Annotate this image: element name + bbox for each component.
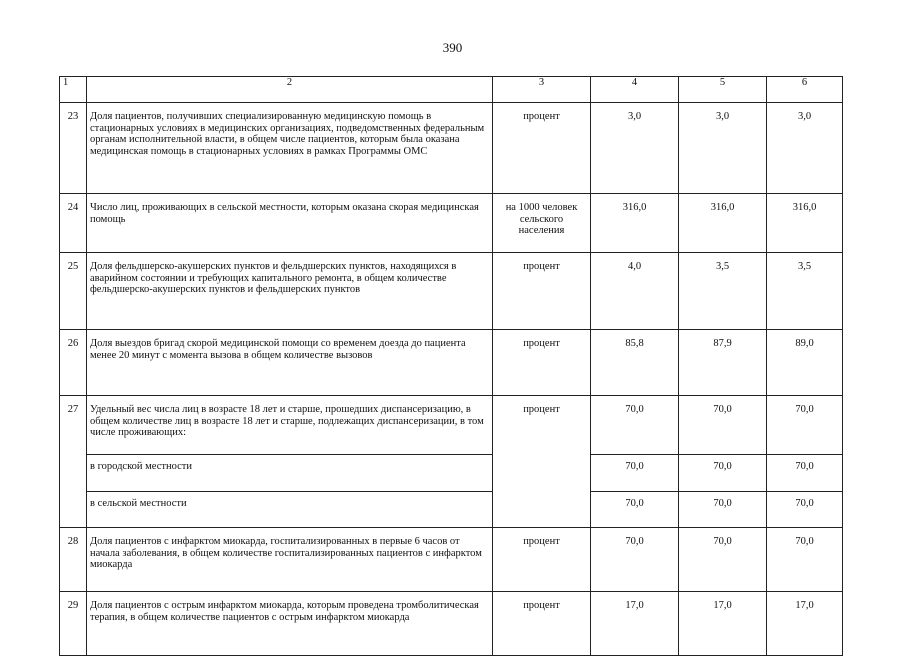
row-value-4: 70,0 [591, 396, 679, 455]
row-value-5: 70,0 [679, 492, 767, 528]
row-number: 24 [60, 194, 87, 253]
header-row [60, 77, 843, 103]
table-row [60, 194, 843, 253]
header-cell-6: 6 [767, 77, 843, 103]
row-value-6: 3,0 [767, 103, 843, 194]
row-description: Доля пациентов с инфарктом миокарда, госпитализированных в первые 6 часов от начала заболевания, в общем количестве госпитализированных пациентов с инфарктом миокарда [87, 528, 493, 592]
row-value-5: 17,0 [679, 592, 767, 656]
row-unit: на 1000 человек сельского населения [493, 194, 591, 253]
row-description: в сельской местности [87, 492, 493, 528]
row-description: Удельный вес числа лиц в возрасте 18 лет и старше, прошедших диспансеризацию, в общем количестве лиц в возрасте 18 лет и старше, подлежащих диспансеризации, в том числе проживающих: [87, 396, 493, 455]
row-number: 25 [60, 253, 87, 330]
row-description: Доля пациентов с острым инфарктом миокарда, которым проведена тромболитическая терапия, в общем количестве пациентов с острым инфарктом миокарда [87, 592, 493, 656]
row-value-5: 3,0 [679, 103, 767, 194]
row-unit: процент [493, 103, 591, 194]
table-row [60, 253, 843, 330]
row-unit: процент [493, 253, 591, 330]
row-value-4: 4,0 [591, 253, 679, 330]
row-unit: процент [493, 396, 591, 528]
row-value-6: 17,0 [767, 592, 843, 656]
row-description: Доля фельдшерско-акушерских пунктов и фельдшерских пунктов, находящихся в аварийном состоянии и требующих капитального ремонта, в общем количестве фельдшерско-акушерских пунктов и фельдшерских пунктов [87, 253, 493, 330]
page-number: 390 [442, 40, 463, 55]
header-cell-5: 5 [679, 77, 767, 103]
row-value-6: 70,0 [767, 492, 843, 528]
row-value-6: 89,0 [767, 330, 843, 396]
row-description: Число лиц, проживающих в сельской местности, которым оказана скорая медицинская помощь [87, 194, 493, 253]
row-value-6: 70,0 [767, 528, 843, 592]
table-subrow [60, 492, 843, 528]
row-value-4: 70,0 [591, 492, 679, 528]
row-value-4: 70,0 [591, 528, 679, 592]
row-unit: процент [493, 528, 591, 592]
row-description: в городской местности [87, 455, 493, 492]
row-value-5: 70,0 [679, 455, 767, 492]
table-row [60, 103, 843, 194]
row-value-4: 3,0 [591, 103, 679, 194]
row-value-5: 3,5 [679, 253, 767, 330]
row-value-6: 316,0 [767, 194, 843, 253]
row-number: 29 [60, 592, 87, 656]
header-cell-3: 3 [493, 77, 591, 103]
header-cell-2: 2 [87, 77, 493, 103]
row-value-5: 87,9 [679, 330, 767, 396]
row-value-5: 70,0 [679, 396, 767, 455]
header-cell-1: 1 [60, 77, 87, 103]
row-value-6: 70,0 [767, 455, 843, 492]
table-row [60, 396, 843, 455]
table-row [60, 592, 843, 656]
row-number: 27 [60, 396, 87, 528]
row-number: 28 [60, 528, 87, 592]
row-number: 23 [60, 103, 87, 194]
table-subrow [60, 455, 843, 492]
row-description: Доля выездов бригад скорой медицинской помощи со временем доезда до пациента менее 20 минут с момента вызова в общем количестве вызовов [87, 330, 493, 396]
row-value-4: 17,0 [591, 592, 679, 656]
indicators-table [59, 76, 843, 656]
row-value-6: 70,0 [767, 396, 843, 455]
row-description: Доля пациентов, получивших специализированную медицинскую помощь в стационарных условиях в медицинских организациях, подведомственных федеральным органам исполнительной власти, в общем числе пациентов, которым была оказана медицинская помощь в стационарных условиях в рамках Программы ОМС [87, 103, 493, 194]
row-value-5: 316,0 [679, 194, 767, 253]
table-row [60, 330, 843, 396]
header-cell-4: 4 [591, 77, 679, 103]
row-value-6: 3,5 [767, 253, 843, 330]
row-value-4: 70,0 [591, 455, 679, 492]
row-number: 26 [60, 330, 87, 396]
row-value-4: 316,0 [591, 194, 679, 253]
row-value-4: 85,8 [591, 330, 679, 396]
row-unit: процент [493, 330, 591, 396]
table-row [60, 528, 843, 592]
row-unit: процент [493, 592, 591, 656]
row-value-5: 70,0 [679, 528, 767, 592]
